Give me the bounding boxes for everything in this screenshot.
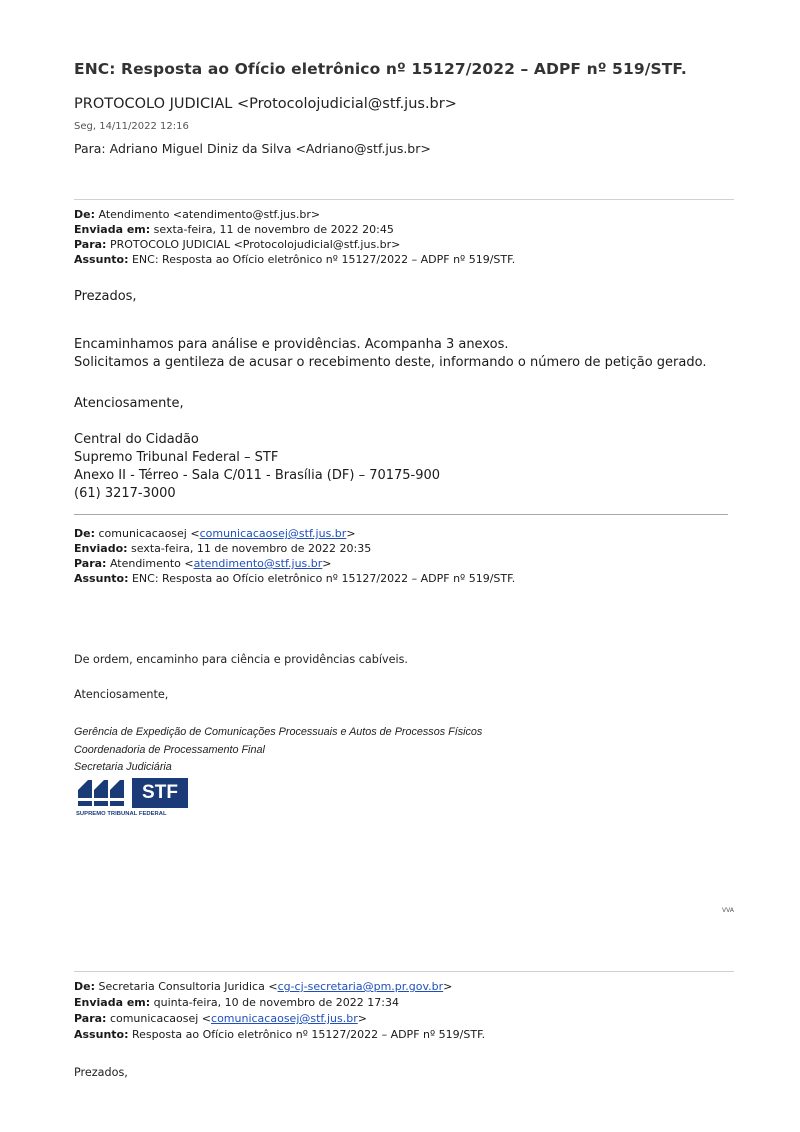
fwd3-subject: Assunto: Resposta ao Ofício eletrônico nº 15127/2022 – ADPF nº 519/STF. <box>74 1028 486 1041</box>
fwd2-from-email-link[interactable]: comunicacaosej@stf.jus.br <box>199 527 347 540</box>
email-recipient: Para: Adriano Miguel Diniz da Silva <Adriano@stf.jus.br> <box>74 141 431 156</box>
email-sender: PROTOCOLO JUDICIAL <Protocolojudicial@stf.jus.br> <box>74 96 457 112</box>
email-date: Seg, 14/11/2022 12:16 <box>74 121 189 132</box>
fwd2-sig-line: Gerência de Expedição de Comunicações Processuais e Autos de Processos Físicos <box>74 726 483 738</box>
fwd1-line2: Solicitamos a gentileza de acusar o recebimento deste, informando o número de petição gerado. <box>74 355 707 370</box>
stf-logo-caption: SUPREMO TRIBUNAL FEDERAL <box>76 811 167 817</box>
fwd1-sig-line: Supremo Tribunal Federal – STF <box>74 450 279 465</box>
divider <box>74 971 734 972</box>
fwd3-to: Para: comunicacaosej <comunicacaosej@stf.jus.br> <box>74 1012 367 1025</box>
stf-logo-mark: STF <box>132 778 188 808</box>
fwd3-sent: Enviada em: quinta-feira, 10 de novembro de 2022 17:34 <box>74 996 399 1009</box>
fwd2-closing: Atenciosamente, <box>74 688 169 701</box>
stf-logo <box>76 776 190 820</box>
fwd2-sent: Enviado: sexta-feira, 11 de novembro de 2022 20:35 <box>74 542 372 555</box>
fwd2-line1: De ordem, encaminho para ciência e providências cabíveis. <box>74 653 408 666</box>
fwd2-sig-line: Secretaria Judiciária <box>74 761 172 773</box>
fwd2-to: Para: Atendimento <atendimento@stf.jus.br> <box>74 557 332 570</box>
initials-mark: VVA <box>722 907 734 914</box>
fwd2-to-email-link[interactable]: atendimento@stf.jus.br <box>193 557 323 570</box>
fwd2-subject: Assunto: ENC: Resposta ao Ofício eletrônico nº 15127/2022 – ADPF nº 519/STF. <box>74 572 516 585</box>
fwd3-to-email-link[interactable]: comunicacaosej@stf.jus.br <box>211 1012 358 1025</box>
fwd1-sig-line: Anexo II - Térreo - Sala C/011 - Brasília (DF) – 70175-900 <box>74 468 441 483</box>
stf-columns-icon <box>76 776 132 810</box>
email-subject: ENC: Resposta ao Ofício eletrônico nº 15127/2022 – ADPF nº 519/STF. <box>74 60 687 78</box>
fwd1-sig-line: (61) 3217-3000 <box>74 486 176 501</box>
fwd1-line1: Encaminhamos para análise e providências. Acompanha 3 anexos. <box>74 337 509 352</box>
fwd3-greeting: Prezados, <box>74 1066 128 1079</box>
fwd1-subject: Assunto: ENC: Resposta ao Ofício eletrônico nº 15127/2022 – ADPF nº 519/STF. <box>74 253 516 266</box>
fwd1-greeting: Prezados, <box>74 289 137 304</box>
divider <box>74 514 728 515</box>
fwd1-closing: Atenciosamente, <box>74 396 184 411</box>
fwd3-from: De: Secretaria Consultoria Juridica <cg-cj-secretaria@pm.pr.gov.br> <box>74 980 453 993</box>
divider <box>74 199 734 200</box>
fwd3-from-email-link[interactable]: cg-cj-secretaria@pm.pr.gov.br <box>277 980 444 993</box>
fwd1-sig-line: Central do Cidadão <box>74 432 199 447</box>
fwd1-to: Para: PROTOCOLO JUDICIAL <Protocolojudicial@stf.jus.br> <box>74 238 401 251</box>
fwd1-from: De: Atendimento <atendimento@stf.jus.br> <box>74 208 321 221</box>
fwd1-sent: Enviada em: sexta-feira, 11 de novembro de 2022 20:45 <box>74 223 394 236</box>
fwd2-from: De: comunicacaosej <comunicacaosej@stf.jus.br> <box>74 527 356 540</box>
fwd2-sig-line: Coordenadoria de Processamento Final <box>74 744 265 756</box>
